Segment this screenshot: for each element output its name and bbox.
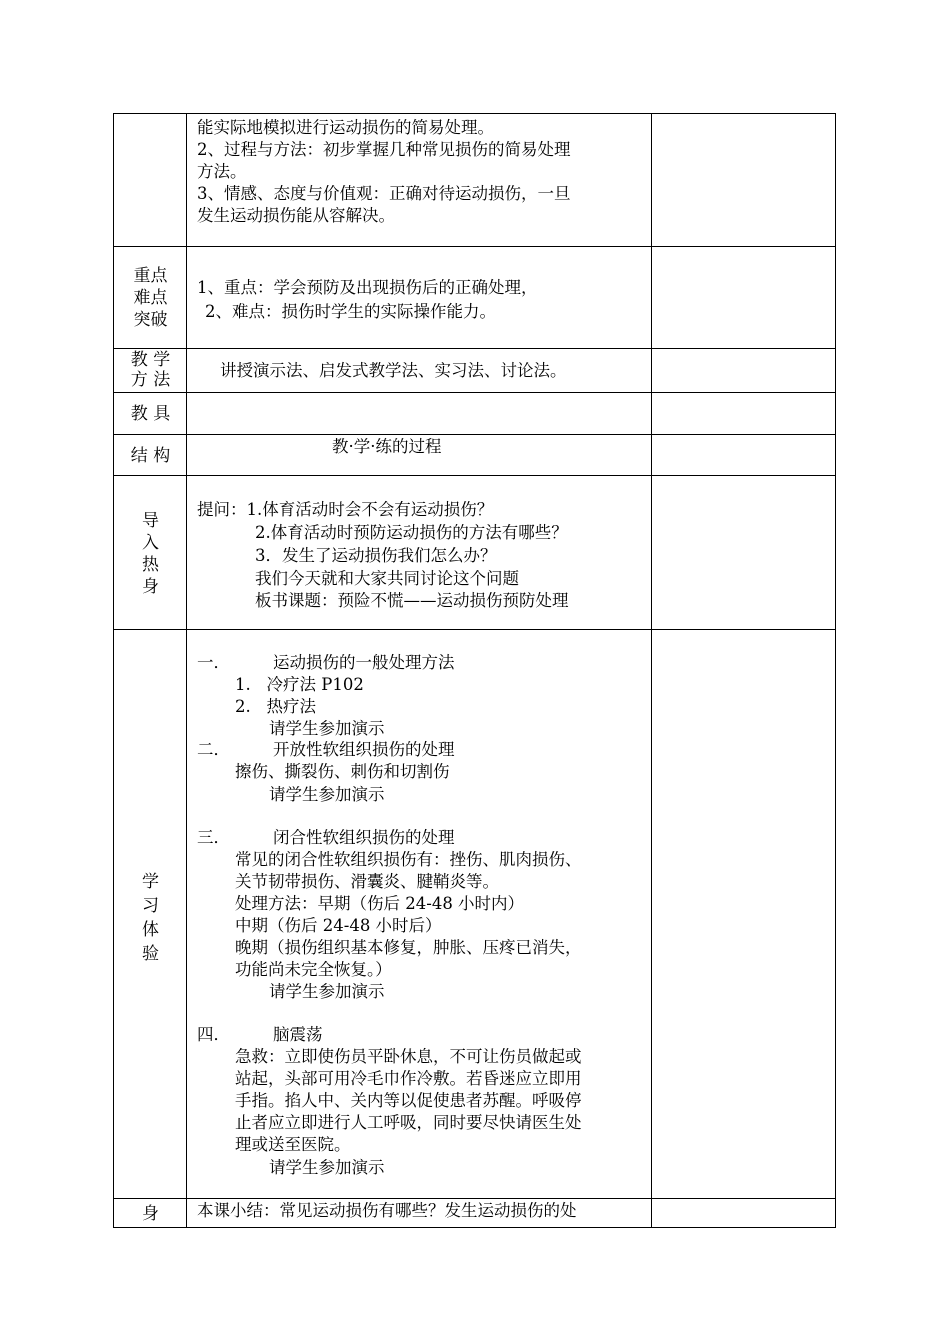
objectives-notes-cell [652,114,836,246]
keypoints-row [114,247,836,349]
method-item: 2. 热疗法 [235,697,316,716]
summary-label-cell [114,1199,187,1227]
tools-label-cell [114,393,187,434]
method-notes-cell [652,349,836,392]
objectives-line: 2、过程与方法：初步掌握几种常见损伤的简易处理 [197,140,571,159]
warmup-label: 热 [142,555,159,575]
tools-row [114,393,836,435]
summary-text: 本课小结：常见运动损伤有哪些？发生运动损伤的处 [197,1201,577,1220]
warmup-label: 导 [142,511,159,531]
method-text: 讲授演示法、启发式教学法、实习法、讨论法。 [220,361,567,380]
objectives-row [114,114,836,247]
learning-label-cell [114,630,187,1198]
learning-label: 体 [142,920,159,940]
lesson-plan-table [113,113,836,1228]
structure-row [114,435,836,476]
learning-content-cell [187,630,652,1198]
method-label: 教 学 [130,350,171,370]
objectives-content-cell [187,114,652,246]
section-number: 三． [197,828,230,847]
keypoint-line: 1、重点：学会预防及出现损伤后的正确处理， [197,278,538,297]
learning-row [114,630,836,1199]
structure-text: 教·学·练的过程 [332,437,442,456]
tools-content-cell [187,393,652,434]
tools-notes-cell [652,393,836,434]
warmup-notes-cell [652,476,836,629]
section-title: 脑震荡 [273,1025,323,1044]
section-text: 急救：立即使伤员平卧休息，不可让伤员做起或 [235,1047,582,1066]
warmup-question: 提问：1.体育活动时会不会有运动损伤？ [197,500,494,519]
method-label: 方 法 [130,370,171,390]
keypoints-label: 难点 [133,288,168,308]
section-title: 开放性软组织损伤的处理 [273,740,455,759]
method-label-cell [114,349,187,392]
warmup-row [114,476,836,630]
section-text: 处理方法：早期（伤后 24-48 小时内） [235,894,525,913]
keypoints-content-cell [187,247,652,348]
section-number: 二． [197,740,230,759]
warmup-line: 我们今天就和大家共同讨论这个问题 [255,569,519,588]
method-item: 1. 冷疗法 P102 [235,675,364,694]
section-text: 擦伤、撕裂伤、刺伤和切割伤 [235,762,450,781]
structure-label-cell [114,435,187,475]
keypoints-notes-cell [652,247,836,348]
keypoint-line: 2、难点：损伤时学生的实际操作能力。 [205,302,496,321]
learning-label: 习 [142,896,159,916]
structure-label: 结 构 [130,446,171,466]
warmup-label-cell [114,476,187,629]
structure-content-cell [187,435,652,475]
demo-note: 请学生参加演示 [269,1158,385,1177]
summary-content-cell [187,1199,652,1227]
demo-note: 请学生参加演示 [269,719,385,738]
learning-notes-cell [652,630,836,1198]
summary-row [114,1199,836,1228]
section-text: 常见的闭合性软组织损伤有：挫伤、肌肉损伤、 [235,850,582,869]
warmup-line: 板书课题：预险不慌——运动损伤预防处理 [255,591,569,610]
section-text: 手指。掐人中、关内等以促使患者苏醒。呼吸停 [235,1091,582,1110]
section-number: 四． [197,1025,230,1044]
objectives-label-cell [114,114,187,246]
section-text: 功能尚未完全恢复。） [235,960,392,979]
section-number: 一． [197,653,230,672]
section-text: 关节韧带损伤、滑囊炎、腱鞘炎等。 [235,872,499,891]
section-text: 中期（伤后 24-48 小时后） [235,916,442,935]
method-row [114,349,836,393]
section-title: 运动损伤的一般处理方法 [273,653,455,672]
demo-note: 请学生参加演示 [269,785,385,804]
section-title: 闭合性软组织损伤的处理 [273,828,455,847]
tools-label: 教 具 [130,404,171,424]
keypoints-label-cell [114,247,187,348]
objectives-line: 方法。 [197,162,247,181]
objectives-line: 发生运动损伤能从容解决。 [197,206,395,225]
structure-notes-cell [652,435,836,475]
warmup-label: 入 [142,533,159,553]
section-text: 站起，头部可用冷毛巾作冷敷。若昏迷应立即用 [235,1069,582,1088]
demo-note: 请学生参加演示 [269,982,385,1001]
keypoints-label: 重点 [133,266,168,286]
warmup-content-cell [187,476,652,629]
learning-label: 学 [142,872,159,892]
warmup-question: 3．发生了运动损伤我们怎么办？ [255,546,497,565]
objectives-line: 能实际地模拟进行运动损伤的简易处理。 [197,118,494,137]
warmup-question: 2.体育活动时预防运动损伤的方法有哪些？ [255,523,568,542]
summary-label: 身 [142,1204,159,1224]
section-text: 理或送至医院。 [235,1135,351,1154]
warmup-label: 身 [142,577,159,597]
section-text: 止者应立即进行人工呼吸，同时要尽快请医生处 [235,1113,582,1132]
method-content-cell [187,349,652,392]
learning-label: 验 [142,944,159,964]
objectives-line: 3、情感、态度与价值观：正确对待运动损伤，一旦 [197,184,571,203]
section-text: 晚期（损伤组织基本修复，肿胀、压疼已消失， [235,938,582,957]
keypoints-label: 突破 [133,310,168,330]
summary-notes-cell [652,1199,836,1227]
